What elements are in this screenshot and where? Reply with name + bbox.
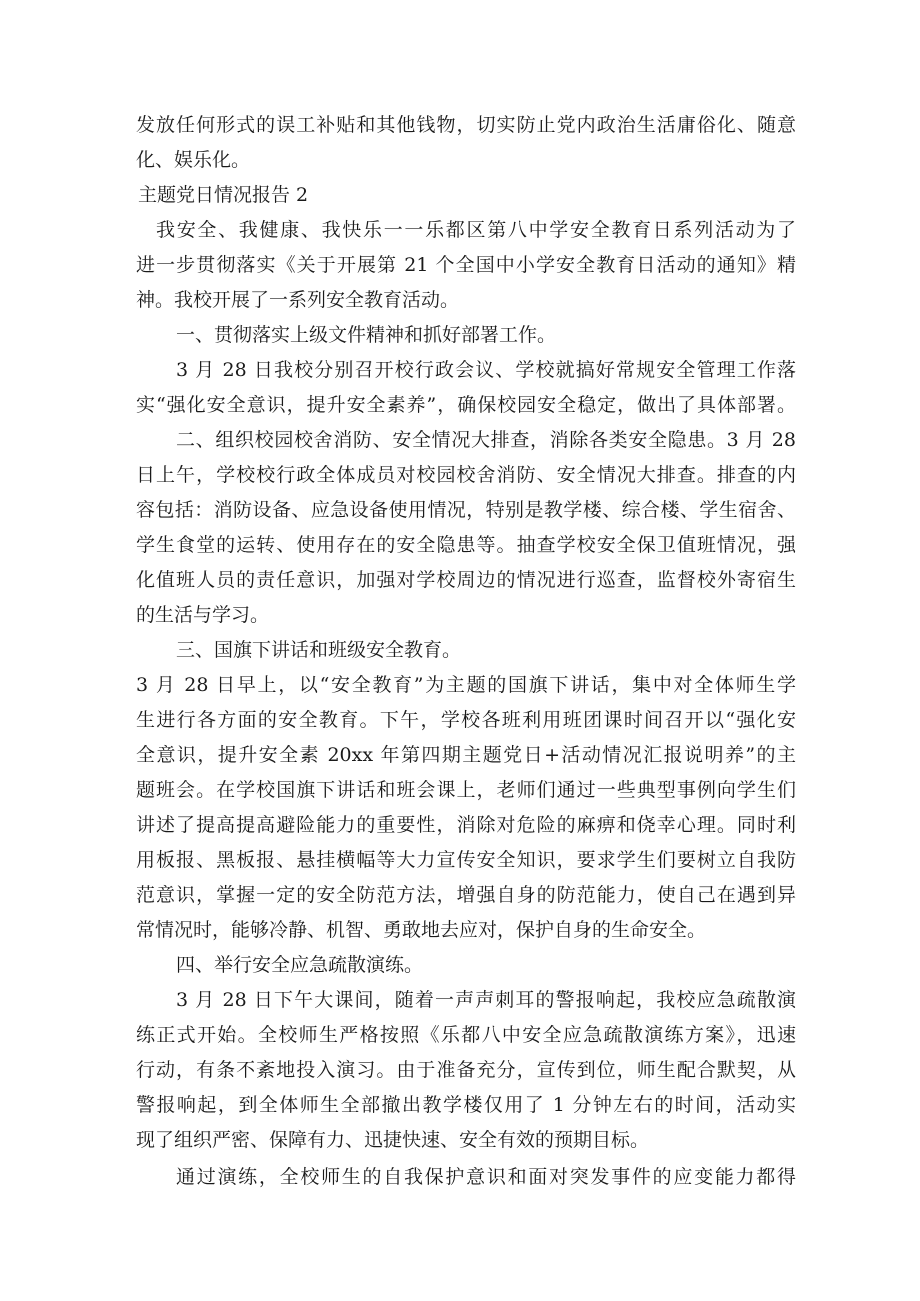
section-heading: 主题党日情况报告 2 bbox=[138, 184, 309, 206]
body-line: 化、娱乐化。 bbox=[136, 149, 251, 171]
body-line: 全意识，提升安全素 20xx 年第四期主题党日+活动情况汇报说明养”的主 bbox=[136, 744, 796, 766]
body-line: 进一步贯彻落实《关于开展第 21 个全国中小学安全教育日活动的通知》精 bbox=[136, 254, 796, 276]
body-line: 二、组织校园校舍消防、安全情况大排查，消除各类安全隐患。3 月 28 bbox=[176, 429, 796, 451]
body-line: 范意识，掌握一定的安全防范方法，增强自身的防范能力，使自己在遇到异 bbox=[136, 884, 796, 906]
body-line: 3 月 28 日我校分别召开校行政会议、学校就搞好常规安全管理工作落 bbox=[176, 359, 796, 381]
body-line: 生进行各方面的安全教育。下午，学校各班利用班团课时间召开以“强化安 bbox=[136, 709, 796, 731]
body-line: 现了组织严密、保障有力、迅捷快速、安全有效的预期目标。 bbox=[136, 1129, 650, 1151]
body-line: 神。我校开展了一系列安全教育活动。 bbox=[136, 289, 460, 311]
body-line: 实“强化安全意识，提升安全素养”，确保校园安全稳定，做出了具体部署。 bbox=[136, 394, 796, 416]
subheading: 四、举行安全应急疏散演练。 bbox=[176, 954, 424, 976]
body-line: 练正式开始。全校师生严格按照《乐都八中安全应急疏散演练方案》，迅速 bbox=[136, 1024, 796, 1046]
body-line: 题班会。在学校国旗下讲话和班会课上，老师们通过一些典型事例向学生们 bbox=[136, 779, 796, 801]
body-line: 的生活与学习。 bbox=[136, 604, 270, 626]
body-line: 常情况时，能够冷静、机智、勇敢地去应对，保护自身的生命安全。 bbox=[136, 919, 707, 941]
body-line: 警报响起，到全体师生全部撤出教学楼仅用了 1 分钟左右的时间，活动实 bbox=[136, 1094, 796, 1116]
body-line: 学生食堂的运转、使用存在的安全隐患等。抽查学校安全保卫值班情况，强 bbox=[136, 534, 796, 556]
subheading: 三、国旗下讲话和班级安全教育。 bbox=[176, 639, 462, 661]
body-line: 通过演练，全校师生的自我保护意识和面对突发事件的应变能力都得 bbox=[176, 1166, 796, 1188]
body-line: 行动，有条不紊地投入演习。由于准备充分，宣传到位，师生配合默契，从 bbox=[136, 1059, 796, 1081]
body-line: 容包括：消防设备、应急设备使用情况，特别是教学楼、综合楼、学生宿舍、 bbox=[136, 499, 796, 521]
body-line: 3 月 28 日下午大课间，随着一声声刺耳的警报响起，我校应急疏散演 bbox=[176, 989, 796, 1011]
body-line: 化值班人员的责任意识，加强对学校周边的情况进行巡查，监督校外寄宿生 bbox=[136, 569, 796, 591]
body-line: 发放任何形式的误工补贴和其他钱物，切实防止党内政治生活庸俗化、随意 bbox=[136, 114, 796, 136]
subheading: 一、贯彻落实上级文件精神和抓好部署工作。 bbox=[176, 324, 557, 346]
body-line: 我安全、我健康、我快乐一一乐都区第八中学安全教育日系列活动为了 bbox=[156, 219, 796, 241]
body-line: 讲述了提高提高避险能力的重要性，消除对危险的麻痹和侥幸心理。同时利 bbox=[136, 814, 796, 836]
body-line: 3 月 28 日早上，以“安全教育”为主题的国旗下讲话，集中对全体师生学 bbox=[136, 674, 796, 696]
body-line: 用板报、黑板报、悬挂横幅等大力宣传安全知识，要求学生们要树立自我防 bbox=[136, 849, 796, 871]
body-line: 日上午，学校校行政全体成员对校园校舍消防、安全情况大排查。排查的内 bbox=[136, 464, 796, 486]
